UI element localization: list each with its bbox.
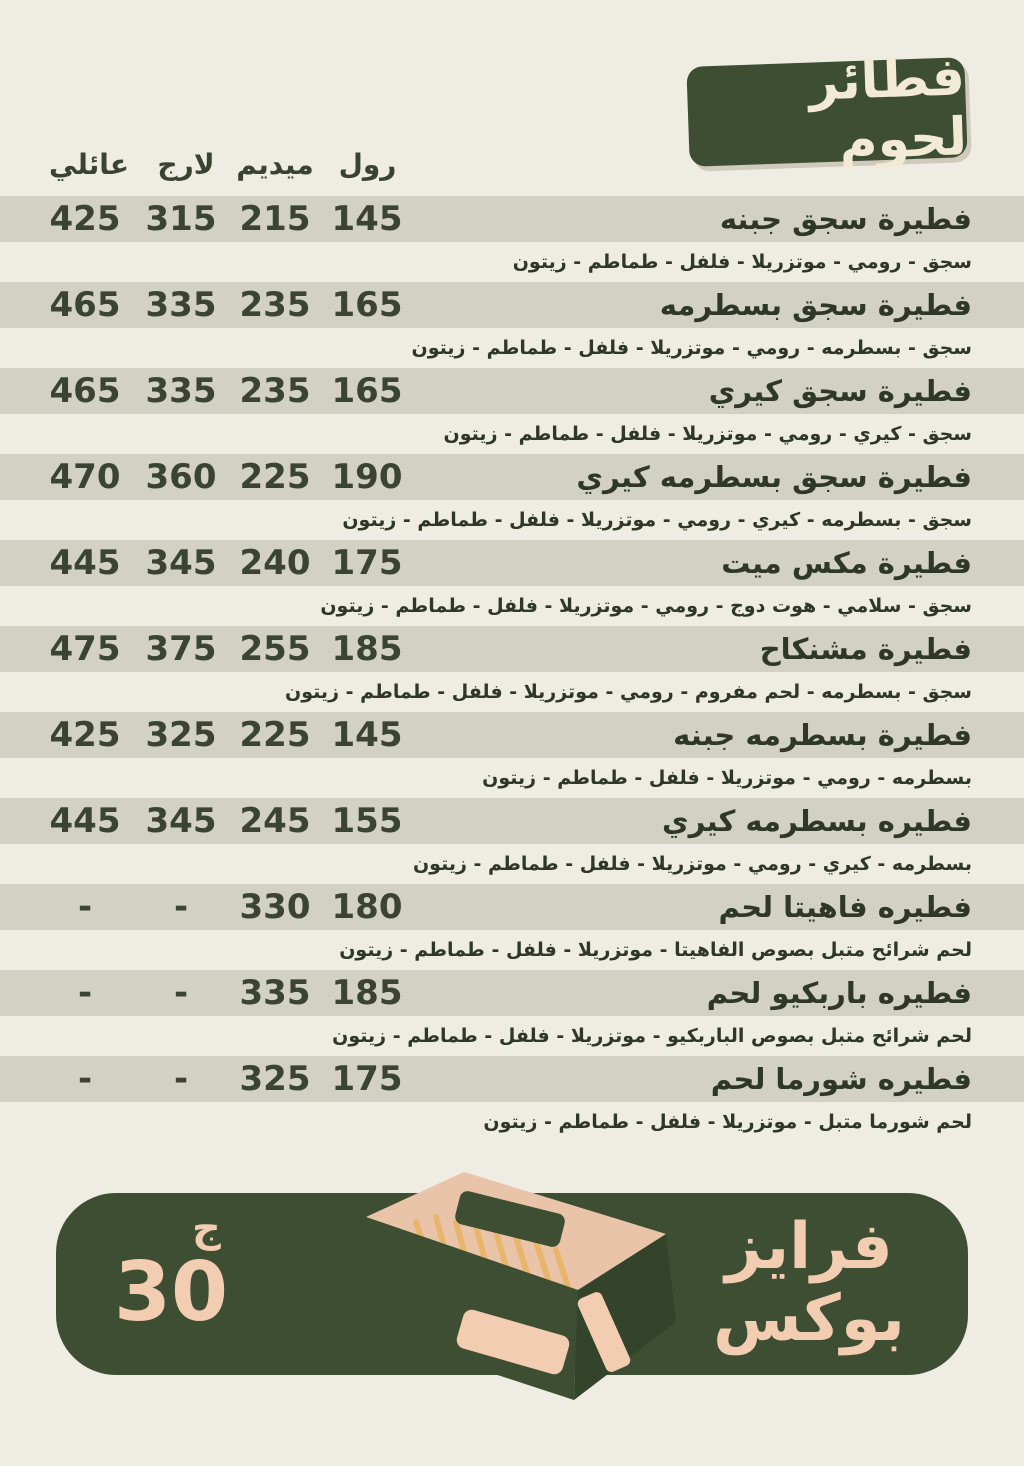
item-name: فطيرة بسطرمه جبنه (673, 718, 972, 752)
item-name: فطيره باربكيو لحم (706, 976, 972, 1010)
price-family: 465 (49, 371, 121, 411)
price-roll: 165 (331, 371, 403, 411)
item-name: فطيرة مكس ميت (721, 546, 972, 580)
item-ingredients: سجق - كيري - رومي - موتزريلا - فلفل - طماطم - زيتون (443, 423, 972, 445)
price-large: - (173, 887, 189, 927)
price-family: - (77, 973, 93, 1013)
item-ingredients: سجق - بسطرمه - لحم مفروم - رومي - موتزريلا - فلفل - طماطم - زيتون (285, 681, 972, 703)
menu-row (0, 368, 1024, 454)
promo-title (694, 1211, 924, 1355)
price-large: 325 (145, 715, 217, 755)
menu-row (0, 712, 1024, 798)
item-ingredients: لحم شورما متبل - موتزريلا - فلفل - طماطم - زيتون (483, 1111, 972, 1133)
item-name: فطيره شورما لحم (710, 1062, 972, 1096)
column-header-large: لارج (157, 148, 215, 181)
price-medium: 245 (239, 801, 311, 841)
column-header-roll: رول (338, 148, 397, 181)
price-roll: 155 (331, 801, 403, 841)
item-name: فطيره فاهيتا لحم (718, 890, 972, 924)
item-name: فطيره بسطرمه كيري (662, 804, 972, 838)
price-medium: 330 (239, 887, 311, 927)
price-medium: 225 (239, 457, 311, 497)
price-medium: 235 (239, 285, 311, 325)
price-roll: 185 (331, 973, 403, 1013)
item-ingredients: سجق - رومي - موتزريلا - فلفل - طماطم - زيتون (512, 251, 972, 273)
item-ingredients: سجق - سلامي - هوت دوج - رومي - موتزريلا - فلفل - طماطم - زيتون (320, 595, 972, 617)
price-roll: 175 (331, 543, 403, 583)
price-family: - (77, 887, 93, 927)
promo-title-line2: بوكس (713, 1282, 905, 1356)
item-ingredients: بسطرمه - رومي - موتزريلا - فلفل - طماطم - زيتون (482, 767, 972, 789)
price-family: 475 (49, 629, 121, 669)
price-medium: 325 (239, 1059, 311, 1099)
price-roll: 175 (331, 1059, 403, 1099)
item-name: فطيرة سجق بسطرمه كيري (576, 460, 972, 494)
price-medium: 240 (239, 543, 311, 583)
column-header-family: عائلي (49, 148, 129, 181)
menu-row (0, 626, 1024, 712)
price-roll: 180 (331, 887, 403, 927)
menu-row (0, 798, 1024, 884)
price-large: 315 (145, 199, 217, 239)
price-family: 425 (49, 199, 121, 239)
price-large: 335 (145, 285, 217, 325)
item-name: فطيرة سجق جبنه (719, 202, 972, 236)
item-ingredients: سجق - بسطرمه - رومي - موتزريلا - فلفل - طماطم - زيتون (411, 337, 972, 359)
price-roll: 145 (331, 199, 403, 239)
price-medium: 235 (239, 371, 311, 411)
price-large: - (173, 973, 189, 1013)
item-ingredients: سجق - بسطرمه - كيري - رومي - موتزريلا - فلفل - طماطم - زيتون (342, 509, 972, 531)
price-roll: 145 (331, 715, 403, 755)
price-medium: 335 (239, 973, 311, 1013)
price-family: - (77, 1059, 93, 1099)
price-family: 445 (49, 543, 121, 583)
promo-currency: ج (192, 1205, 221, 1251)
price-large: - (173, 1059, 189, 1099)
price-roll: 185 (331, 629, 403, 669)
menu-row (0, 454, 1024, 540)
section-title-badge (686, 47, 969, 172)
menu-row (0, 970, 1024, 1056)
column-header-medium: ميديم (236, 148, 314, 181)
price-medium: 215 (239, 199, 311, 239)
item-ingredients: لحم شرائح متبل بصوص الفاهيتا - موتزريلا - فلفل - طماطم - زيتون (339, 939, 972, 961)
price-large: 360 (145, 457, 217, 497)
price-large: 375 (145, 629, 217, 669)
price-large: 335 (145, 371, 217, 411)
fries-box-image (336, 1172, 682, 1400)
price-medium: 255 (239, 629, 311, 669)
menu-row (0, 540, 1024, 626)
price-large: 345 (145, 543, 217, 583)
price-family: 425 (49, 715, 121, 755)
item-name: فطيرة سجق بسطرمه (659, 288, 972, 322)
menu-row (0, 282, 1024, 368)
menu-row (0, 1056, 1024, 1142)
price-family: 445 (49, 801, 121, 841)
price-family: 465 (49, 285, 121, 325)
price-large: 345 (145, 801, 217, 841)
price-roll: 165 (331, 285, 403, 325)
section-title: فطائر لحوم (807, 47, 969, 172)
menu-row (0, 884, 1024, 970)
promo-title-line1: فرايز (725, 1210, 893, 1284)
item-ingredients: لحم شرائح متبل بصوص الباربكيو - موتزريلا - فلفل - طماطم - زيتون (332, 1025, 972, 1047)
item-name: فطيرة سجق كيري (708, 374, 972, 408)
menu-row (0, 196, 1024, 282)
promo-price: 30 (113, 1245, 229, 1340)
item-name: فطيرة مشنكاح (759, 632, 972, 666)
price-medium: 225 (239, 715, 311, 755)
price-family: 470 (49, 457, 121, 497)
item-ingredients: بسطرمه - كيري - رومي - موتزريلا - فلفل - طماطم - زيتون (412, 853, 972, 875)
price-roll: 190 (331, 457, 403, 497)
